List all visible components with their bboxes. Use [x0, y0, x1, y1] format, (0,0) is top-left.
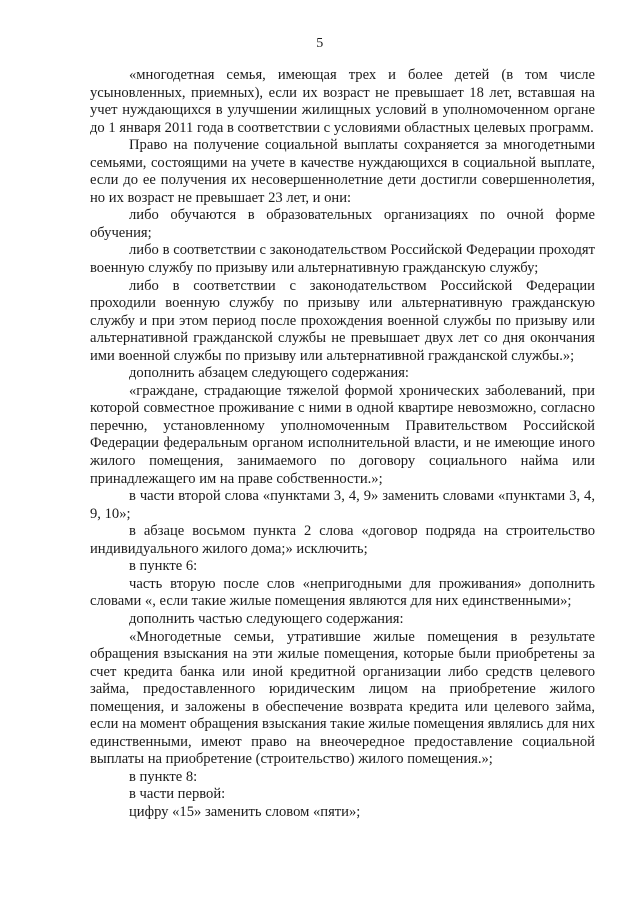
paragraph-16: цифру «15» заменить словом «пяти»;	[129, 803, 361, 820]
paragraph-4: либо в соответствии с законодательством Российской Федерации проходят военную службу по призыву или альтернативную гражданскую службу;	[90, 242, 595, 277]
paragraph-7: «граждане, страдающие тяжелой формой хронических заболеваний, при которой совместное проживание с ними в одной квартире невозможно, согласно перечню, установленному уполномоченным Правительством Российской Федерации федеральным органом исполнительной власти, и не имеющие иного жилого помещения, занимаемого по договору социального найма или принадлежащего им на праве собственности.»;	[90, 382, 595, 487]
paragraph-1: «многодетная семья, имеющая трех и более детей (в том числе усыновленных, приемных), если их возраст не превышает 18 лет, вставшая на учет нуждающихся в улучшении жилищных условий в уполномоченном органе до 1 января 2011 года в соответствии с условиями областных целевых программ.	[90, 67, 595, 136]
paragraph-14: в пункте 8:	[129, 768, 198, 785]
paragraph-15: в части первой:	[129, 786, 226, 803]
paragraph-12: дополнить частью следующего содержания:	[129, 610, 404, 627]
paragraph-8: в части второй слова «пунктами 3, 4, 9» заменить словами «пунктами 3, 4, 9, 10»;	[90, 488, 595, 522]
page-number: 5	[316, 36, 324, 51]
document-body	[90, 67, 595, 822]
paragraph-11: часть вторую после слов «непригодными для проживания» дополнить словами «, если такие жилые помещения являются для них единственными»;	[90, 575, 595, 610]
paragraph-6: дополнить абзацем следующего содержания:	[129, 365, 409, 382]
paragraph-3: либо обучаются в образовательных организациях по очной форме обучения;	[90, 207, 595, 241]
paragraph-10: в пункте 6:	[129, 558, 198, 575]
paragraph-5: либо в соответствии с законодательством Российской Федерации проходили военную службу по призыву или альтернативную гражданскую службу и при этом период после прохождения военной службы по призыву или альтернативной гражданской службы не превышает двух лет со дня окончания ими военной службы по призыву или альтернативной гражданской службы.»;	[90, 277, 595, 364]
paragraph-13: «Многодетные семьи, утратившие жилые помещения в результате обращения взыскания на эти жилые помещения, которые были приобретены за счет кредита банка или иной кредитной организации либо средств целевого займа, предоставленного юридическим лицом на приобретение жилого помещения, и заложены в обеспечение возврата кредита или целевого займа, если на момент обращения взыскания такие жилые помещения являлись для них единственными, имеют право на внеочередное предоставление социальной выплаты на приобретение (строительство) жилого помещения.»;	[90, 628, 595, 768]
paragraph-2: Право на получение социальной выплаты сохраняется за многодетными семьями, состоящими на учете в качестве нуждающихся в социальной выплате, если до ее получения их несовершеннолетние дети достигли совершеннолетия, но их возраст не превышает 23 лет, и они:	[90, 137, 595, 206]
paragraph-9: в абзаце восьмом пункта 2 слова «договор подряда на строительство индивидуального жилого дома;» исключить;	[90, 523, 595, 557]
